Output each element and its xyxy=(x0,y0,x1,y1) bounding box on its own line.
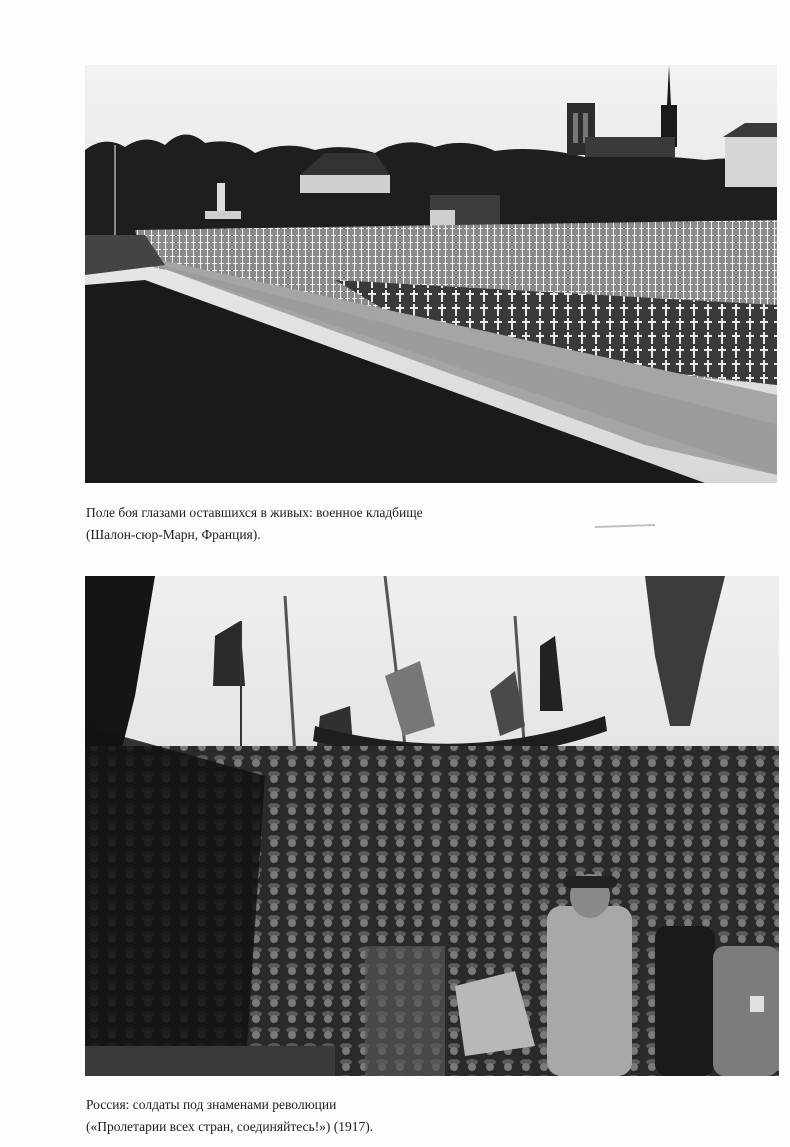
cemetery-caption xyxy=(86,502,423,546)
soldiers-photo xyxy=(85,576,779,1076)
soldiers-caption xyxy=(86,1094,373,1138)
caption-line: Россия: солдаты под знаменами революции xyxy=(86,1097,337,1112)
caption-line: Поле боя глазами оставшихся в живых: военное кладбище xyxy=(86,505,423,520)
caption-line: (Шалон-сюр-Марн, Франция). xyxy=(86,527,261,542)
cemetery-photo-image xyxy=(85,65,777,483)
print-smudge xyxy=(595,524,655,528)
soldiers-photo-image xyxy=(85,576,779,1076)
cemetery-photo xyxy=(85,65,777,483)
caption-line: («Пролетарии всех стран, соединяйтесь!») (1917). xyxy=(86,1119,374,1134)
